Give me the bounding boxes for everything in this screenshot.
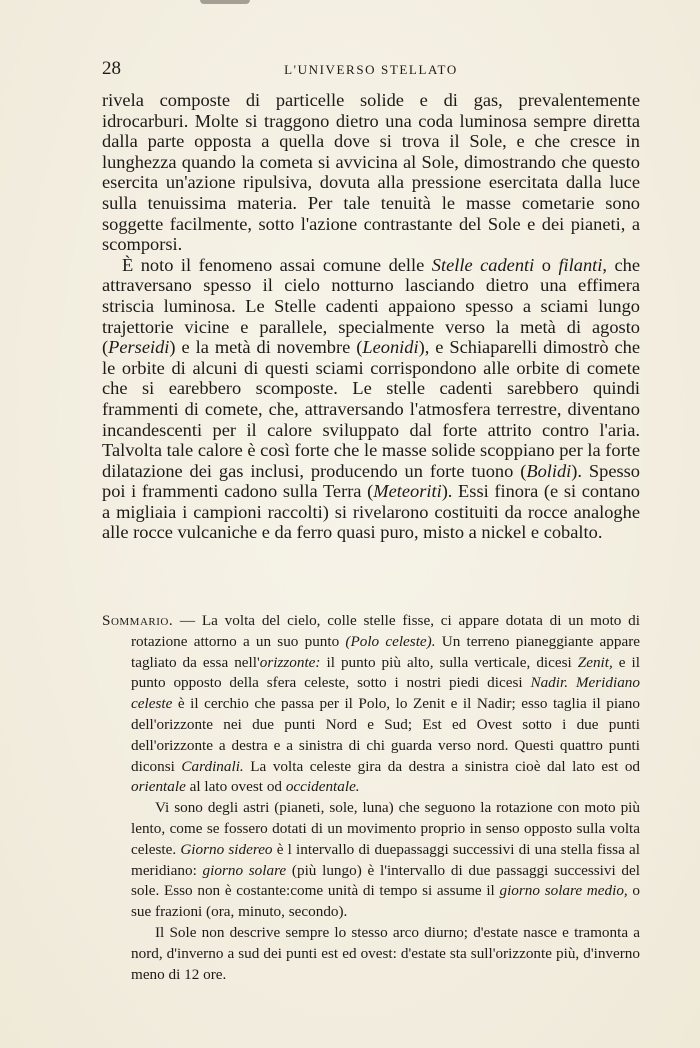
scan-mark — [200, 0, 250, 4]
running-head: L'UNIVERSO STELLATO — [284, 62, 458, 77]
summary-paragraph-3: Il Sole non descrive sempre lo stesso arco diurno; d'estate nasce e tramonta a nord, d'inverno a sud dei punti est ed ovest: d'estate sta sull'orizzonte più, d'inverno meno di 12 ore. — [131, 923, 640, 983]
page-number: 28 — [102, 58, 121, 79]
page-header — [102, 58, 640, 84]
summary-paragraph-2: Vi sono degli astri (pianeti, sole, luna) che seguono la rotazione con moto più lento, come se fossero dotati di un movimento proprio in senso opposto sulla volta celeste. Giorno sidereo è l intervallo di duepassaggi successivi di una stella fissa al meridiano: giorno solare (più lungo) è l'intervallo di due passaggi successivi del sole. Esso non è costante:come unità di tempo si assume il giorno solare medio, o sue frazioni (ora, minuto, secondo). — [131, 799, 641, 921]
summary-section — [102, 611, 640, 985]
paragraph-comets: rivela composte di particelle solide e di gas, prevalentemente idrocarburi. Molte si traggono dietro una coda luminosa sempre diretta dalla parte opposta a quella dove si trova il Sole, e che cresce in lunghezza quando la cometa si avvicina al Sole, dimostrando che questo esercita un'azione ripulsiva, dovuta alla pressione esercitata dalla luce sulla tenuissima materia. Per tale tenuità le masse cometarie sono soggette facilmente, sotto l'azione contrastante del Sole e dei pianeti, a scomporsi. — [102, 90, 640, 255]
summary-paragraph-1: Sommario. — La volta del cielo, colle stelle fisse, ci appare dotata di un moto di rotazione attorno a un suo punto (Polo celeste). Un terreno pianeggiante appare tagliato da essa nell'orizzonte: il punto più alto, sulla verticale, dicesi Zenit, e il punto opposto della sfera celeste, sotto i nostri piedi dicesi Nadir. Meridiano celeste è il cerchio che passa per il Polo, lo Zenit e il Nadir; esso taglia il piano dell'orizzonte nei due punti Nord e Sud; Est ed Ovest sotto i due punti dell'orizzonte a destra e a sinistra di chi guarda verso nord. Questi quattro punti diconsi Cardinali. La volta celeste gira da destra a sinistra cioè dal lato est od orientale al lato ovest od occidentale. — [102, 612, 641, 796]
paragraph-shooting-stars: È noto il fenomeno assai comune delle Stelle cadenti o filanti, che attraversano spesso il cielo notturno lasciando dietro una effimera striscia luminosa. Le Stelle cadenti appaiono spesso a sciami lungo trajettorie vicine e parallele, specialmente verso la metà di agosto (Perseidi) e la metà di novembre (Leonidi), e Schiaparelli dimostrò che le orbite di alcuni di questi sciami corrispondono alle orbite di comete che si earebbero scomposte. Le stelle cadenti sarebbero quindi frammenti di comete, che, attraversando l'atmosfera terrestre, diventano incandescenti per il calore sviluppato dal forte attrito contro l'aria. Talvolta tale calore è così forte che le masse solide scoppiano per la forte dilatazione dei gas inclusi, producendo un forte tuono (Bolidi). Spesso poi i frammenti cadono sulla Terra (Meteoriti). Essi finora (e si contano a migliaia i campioni raccolti) si rivelarono costituiti da rocce analoghe alle rocce vulcaniche e da ferro quasi puro, misto a nickel e cobalto. — [102, 254, 641, 543]
summary-label: Sommario. — [102, 612, 174, 629]
body-text — [102, 90, 640, 543]
